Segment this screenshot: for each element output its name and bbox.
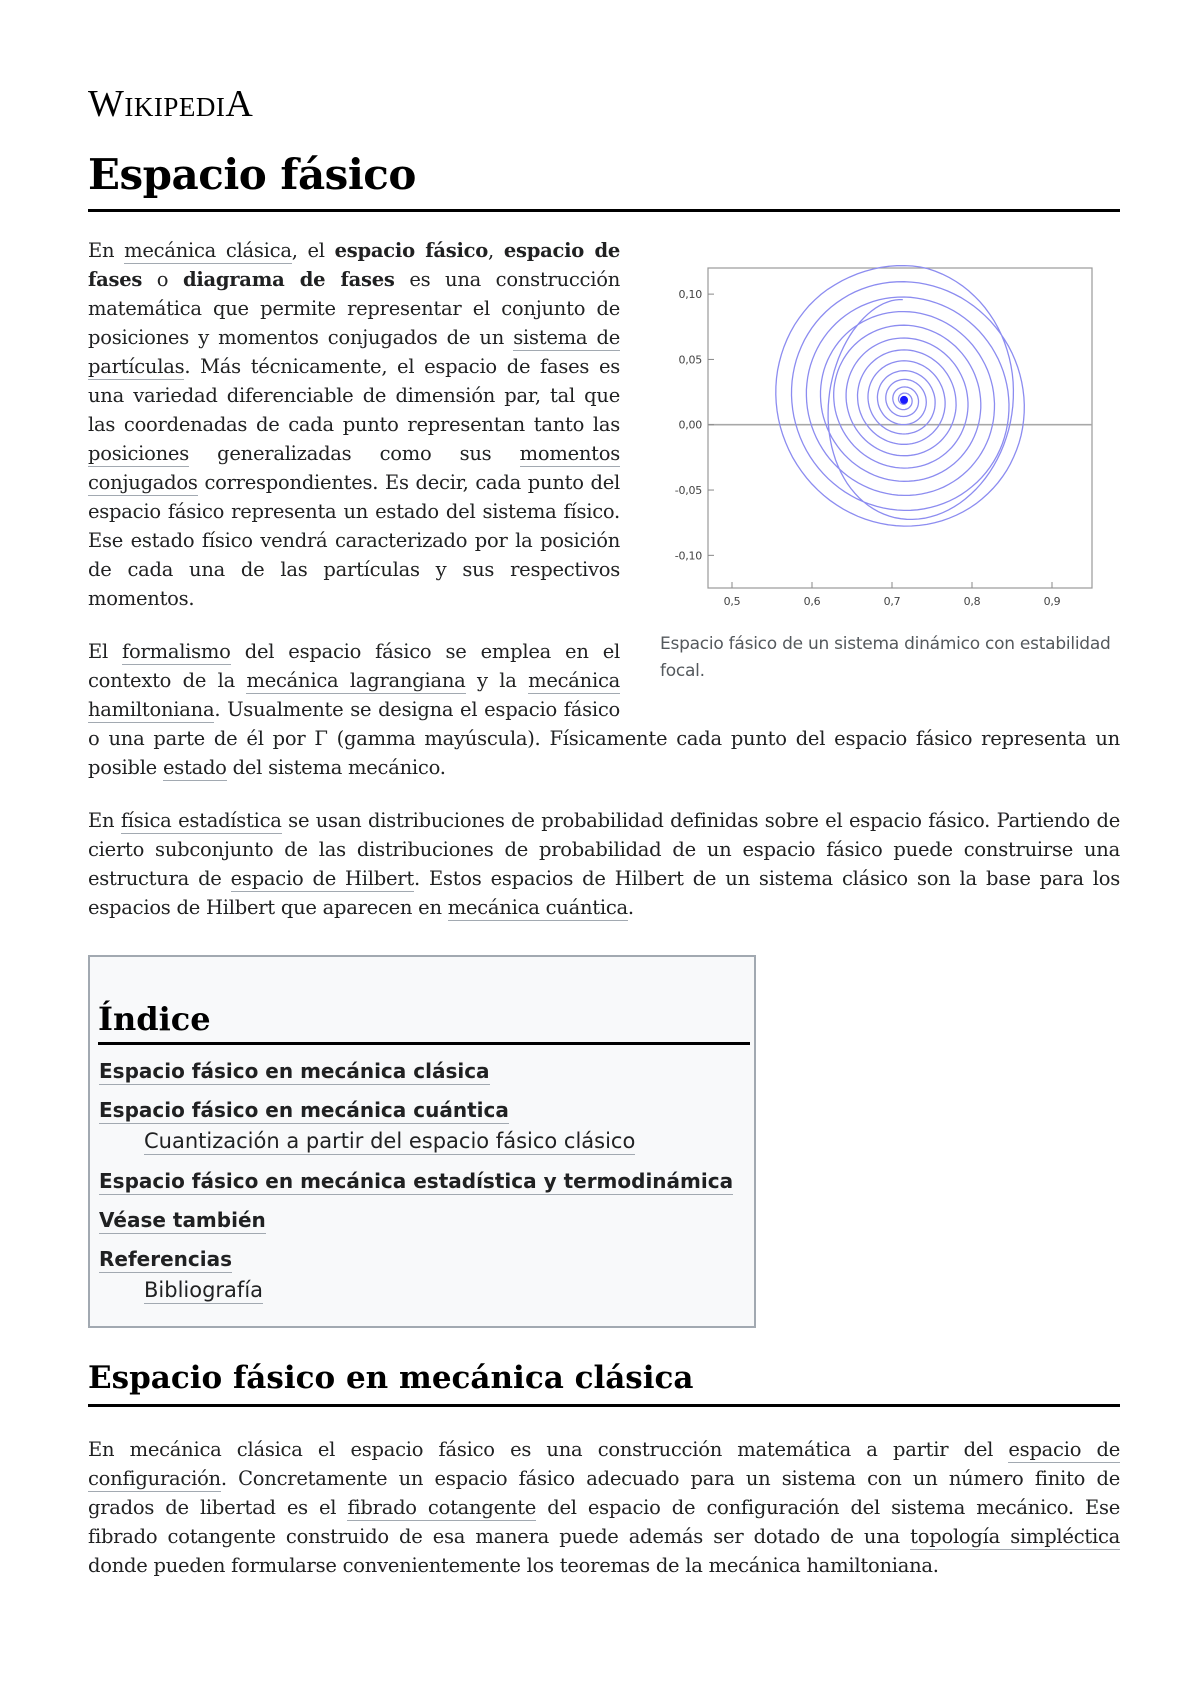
text-run: .: [627, 896, 634, 919]
text-run: y la: [465, 669, 529, 692]
inline-link[interactable]: espacio de Hilbert: [230, 867, 414, 890]
text-run: . Concretamente un espacio fásico adecuado para un sistema con un número finito de grados de libertad es el: [88, 1467, 1120, 1519]
x-tick-label: 0,7: [883, 595, 901, 608]
x-tick-label: 0,9: [1043, 595, 1061, 608]
plot-frame: [708, 268, 1092, 588]
x-tick-label: 0,5: [723, 595, 741, 608]
toc-item: [99, 1246, 751, 1273]
inline-link[interactable]: espacio de configuración: [88, 1438, 1121, 1490]
toc-link[interactable]: Espacio fásico en mecánica clásica: [99, 1059, 490, 1083]
intro-section: [88, 236, 1120, 922]
y-tick-label: 0,10: [678, 288, 702, 302]
y-tick-label: 0,05: [678, 353, 702, 367]
toc-item: [99, 1126, 751, 1156]
toc-item: [99, 1097, 751, 1124]
text-run: donde pueden formularse convenientemente los teoremas de la mecánica hamiltoniana.: [88, 1554, 939, 1577]
toc-link[interactable]: Bibliografía: [144, 1278, 264, 1302]
toc-entries: [99, 1058, 751, 1317]
toc-item: [99, 1168, 751, 1195]
section-mecanica-clasica: [88, 1435, 1120, 1580]
text-run: ,: [488, 239, 504, 262]
inline-link[interactable]: momentos conjugados: [88, 442, 620, 494]
phase-space-chart: [660, 236, 1120, 616]
focus-point: [900, 396, 908, 404]
toc-item: [99, 1275, 751, 1305]
toc-item: [99, 1207, 751, 1234]
toc-link[interactable]: Espacio fásico en mecánica cuántica: [99, 1098, 509, 1122]
table-of-contents: [88, 955, 756, 1328]
text-run: . Estos espacios de Hilbert de un sistema clásico son la base para los espacios de Hilbert que aparecen en: [88, 867, 1120, 919]
wikipedia-logo[interactable]: WIKIPEDIA: [88, 83, 254, 125]
text-run: El: [88, 640, 123, 663]
text-run: En: [88, 239, 125, 262]
figure-caption: Espacio fásico de un sistema dinámico con estabilidad focal.: [660, 634, 1111, 681]
text-run: generalizadas como sus: [188, 442, 520, 465]
toc-link[interactable]: Véase también: [99, 1208, 266, 1232]
text-run: es una construcción matemática que permite representar el conjunto de posiciones y momentos conjugados de un: [88, 268, 621, 349]
text-run: En: [88, 809, 121, 832]
section-paragraph: [88, 1435, 1120, 1580]
inline-link[interactable]: mecánica hamiltoniana: [88, 669, 620, 721]
figure: [660, 236, 1120, 701]
text-run: , el: [291, 239, 335, 262]
bold-term: diagrama de fases: [182, 268, 395, 291]
inline-link[interactable]: fibrado cotangente: [347, 1496, 537, 1519]
text-run: . Usualmente se designa el espacio fásico o una parte de él por Γ (gamma mayúscula). Físicamente cada punto del espacio fásico representa un posible: [88, 698, 1120, 779]
toc-link[interactable]: Referencias: [99, 1247, 233, 1271]
inline-link[interactable]: topología simpléctica: [910, 1525, 1121, 1548]
inline-link[interactable]: mecánica lagrangiana: [246, 669, 466, 692]
text-run: correspondientes. Es decir, cada punto del espacio fásico representa un estado del sistema físico. Ese estado físico vendrá caracterizado por la posición de cada una de las partículas y sus respectivos momentos.: [88, 471, 620, 610]
text-run: . Más técnicamente, el espacio de fases es una variedad diferenciable de dimensión par, tal que las coordenadas de cada punto representan tanto las: [88, 355, 620, 436]
bold-term: espacio fásico: [334, 239, 489, 262]
toc-link[interactable]: Espacio fásico en mecánica estadística y termodinámica: [99, 1169, 734, 1193]
text-run: del sistema mecánico.: [226, 756, 446, 779]
y-tick-label: -0,10: [674, 549, 702, 563]
x-tick-label: 0,6: [803, 595, 821, 608]
page-title: Espacio fásico: [88, 150, 1120, 212]
y-tick-label: 0,00: [678, 418, 702, 432]
y-tick-label: -0,05: [674, 484, 702, 498]
text-run: En mecánica clásica el espacio fásico es una construcción matemática a partir del: [88, 1438, 1009, 1461]
toc-item: [99, 1058, 751, 1085]
inline-link[interactable]: posiciones: [88, 442, 189, 465]
inline-link[interactable]: sistema de partículas: [88, 326, 621, 378]
bold-term: espacio de fases: [88, 239, 621, 291]
toc-heading: Índice: [98, 1000, 750, 1045]
section-heading-mecanica-clasica: Espacio fásico en mecánica clásica: [88, 1360, 1120, 1407]
inline-link[interactable]: formalismo: [122, 640, 231, 663]
toc-link[interactable]: Cuantización a partir del espacio fásico clásico: [144, 1129, 636, 1153]
text-run: del espacio de configuración del sistema mecánico. Ese fibrado cotangente construido de esa manera puede además ser dotado de una: [88, 1496, 1121, 1548]
x-tick-label: 0,8: [963, 595, 981, 608]
inline-link[interactable]: mecánica cuántica: [447, 896, 628, 919]
text-run: se usan distribuciones de probabilidad definidas sobre el espacio fásico. Partiendo de cierto subconjunto de las distribuciones de probabilidad de un espacio fásico puede construirse una estructura de: [88, 809, 1120, 890]
text-run: del espacio fásico se emplea en el contexto de la: [88, 640, 621, 692]
inline-link[interactable]: física estadística: [120, 809, 282, 832]
intro-paragraph-3: [88, 806, 1120, 922]
inline-link[interactable]: estado: [162, 756, 227, 779]
inline-link[interactable]: mecánica clásica: [124, 239, 292, 262]
text-run: o: [142, 268, 183, 291]
